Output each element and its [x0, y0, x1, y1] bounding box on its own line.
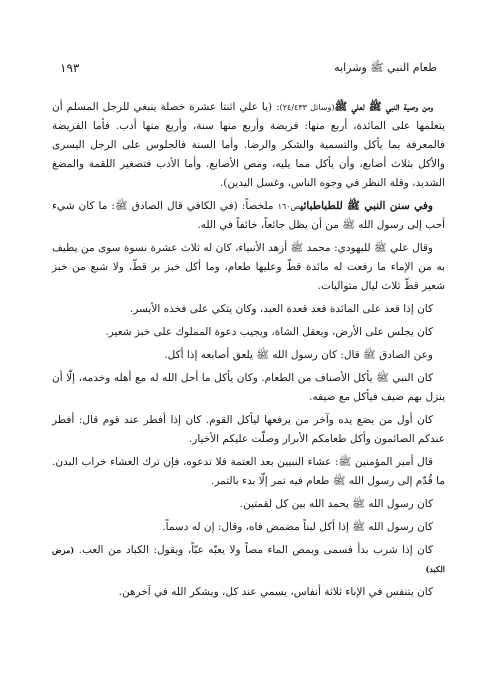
citation: (مرض الكبد) [52, 545, 445, 574]
paragraph-1 [52, 98, 445, 193]
paragraph-9 [52, 453, 445, 491]
paragraph-10 [52, 495, 445, 514]
paragraph-text: وعن الصادق ﷺ قال: كان رسول الله ﷺ يلعق أصابعه إذا أكل. [164, 349, 433, 361]
paragraph-text: كان رسول الله ﷺ إذا أكل لبناً مضمض فاه، وقال: إن له دسماً. [162, 521, 433, 533]
paragraph-7 [52, 369, 445, 407]
paragraph-text: كان إذا قعد على المائدة قعد قعدة العبد، وكان يتكي على فخذه الأيسر. [129, 303, 433, 315]
paragraph-lead: وفي سنن النبي ﷺ للطباطبائي [300, 200, 433, 212]
paragraph-text: كان النبي ﷺ يأكل الأصناف من الطعام. وكان يأكل ما أحل الله له مع أهله وخدمه، إلّا أن ينزل بهم ضيف فيأكل مع ضيفه. [52, 372, 445, 403]
paragraph-text: قال أمير المؤمنين ﷺ: عشاء النبيين بعد العتمة فلا تدعوه، فإن ترك العشاء خراب البدن. ما قُدّم إلى رسول الله ﷺ طعام فيه تمر إلّا بدء بالتمر. [52, 456, 445, 487]
paragraph-text: : (يا علي اثنتا عشرة خصلة ينبغي للرجل المسلم أن يتعلمها على المائدة، أربع منها: فريضة وأربع منها سنة، وأربع منها أدب. فأما الفريضة فالمعرفة بما يأكل والتسمية والشكر والرضا. وأما السنة فالجلوس على الرجل اليسرى والأكل بثلاث أصابع، وأن يأكل مما يليه، ومص الأصابع. وأما الأدب فتصغير اللقمة والمضغ الشديد، وقلة النظر في وجوه الناس، وغسل اليدين). [52, 101, 445, 189]
paragraph-lead: ومن وصية النبي ﷺ لعلي ﷺ [334, 101, 433, 113]
paragraph-8 [52, 411, 445, 449]
page-number: ١٩٣ [60, 61, 80, 75]
citation: ص١٦٠ [277, 202, 301, 211]
citation: (وسائل ٢٤/٤٣٣) [279, 103, 335, 112]
paragraph-text: كان يتنفس في الإناء ثلاثة أنفاس، يسمي عند كل، ويشكر الله في آخرهن. [118, 586, 433, 598]
paragraph-text: ملخصاً: (في الكافي قال الصادق ﷺ: ما كان شيء أحب إلى رسول الله ﷺ من أن يظل جائعاً، خائفاً في الله. [52, 200, 445, 231]
paragraph-12 [52, 541, 445, 579]
paragraph-4 [52, 300, 445, 319]
paragraph-3 [52, 239, 445, 296]
body-text [52, 98, 445, 606]
paragraph-6 [52, 346, 445, 365]
paragraph-2 [52, 197, 445, 235]
paragraph-text: كان أول من يضع يده وآخر من يرفعها ليأكل القوم. كان إذا أفطر عند قوم قال: أفطر عندكم الصائمون وأكل طعامكم الأبرار وصلّت عليكم الأخيار. [52, 414, 445, 445]
paragraph-11 [52, 518, 445, 537]
paragraph-text: كان رسول الله ﷺ يحمد الله بين كل لقمتين. [239, 498, 433, 510]
paragraph-13 [52, 583, 445, 602]
running-header [60, 58, 437, 78]
chapter-title: طعام النبي ﷺ وشرابه [334, 61, 437, 74]
paragraph-text: كان يجلس على الأرض، ويعقل الشاة، ويجيب دعوة المملوك على خبز شعير. [105, 326, 433, 338]
paragraph-text: كان إذا شرب بدأ فسمى ويمص الماء مصاً ولا يعبّه عبّاً، ويقول: الكباد من العب. [78, 544, 434, 556]
paragraph-5 [52, 323, 445, 342]
paragraph-text: وقال علي ﷺ لليهودي: محمد ﷺ أزهد الأنبياء، كان له ثلاث عشرة نسوة سوى من يطيف به من الإماء ما رفعت له مائدة قطّ وعليها طعام، وما أكل خبز بر قطّ، ولا شبع من خبز شعير قطّ ثلاث ليال متواليات. [52, 242, 445, 292]
